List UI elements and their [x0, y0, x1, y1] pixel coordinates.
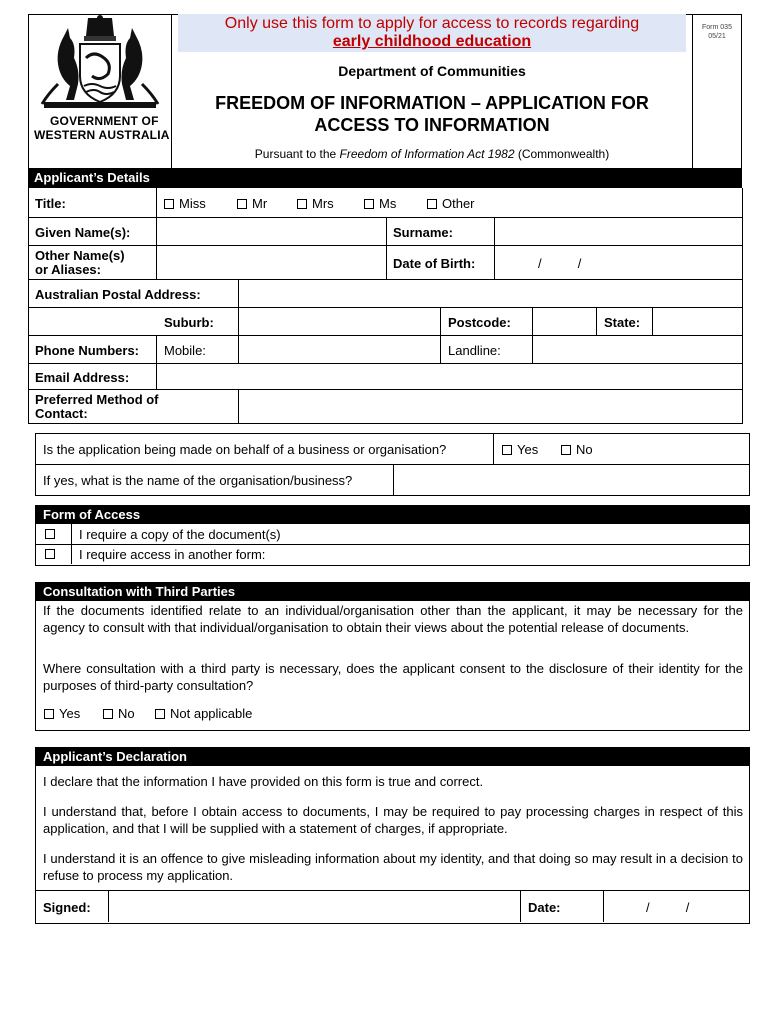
- wa-coat-of-arms-logo: [34, 14, 166, 114]
- form-of-access-table: [35, 524, 750, 566]
- landline-label: Landline:: [448, 343, 501, 358]
- declaration-paragraph3: I understand it is an offence to give misleading information about my identity, and that doing so may result in a decision to refuse to process my application.: [43, 851, 743, 883]
- title-options-cell: [157, 188, 743, 218]
- surname-field[interactable]: [495, 218, 743, 246]
- business-name-field[interactable]: [394, 465, 749, 495]
- dob-field[interactable]: [495, 246, 743, 280]
- given-names-label: Given Name(s):: [35, 225, 131, 240]
- access-option2-text-cell: [72, 545, 749, 564]
- checkbox-icon[interactable]: [45, 529, 55, 539]
- dob-label-cell: [387, 246, 495, 280]
- postal-label-cell: [29, 280, 239, 308]
- header-divider-logo: [171, 14, 172, 168]
- title-option-mrs-label: Mrs: [312, 196, 334, 211]
- form-title-line1: FREEDOM OF INFORMATION – APPLICATION FOR: [215, 93, 649, 113]
- notice-line2: early childhood education: [332, 33, 532, 50]
- consultation-paragraph2: Where consultation with a third party is necessary, does the applicant consent to the disclosure of their identity for the purposes of third-party consultation?: [43, 661, 743, 693]
- header-divider-formno: [692, 14, 693, 168]
- given-names-label-cell: [29, 218, 157, 246]
- applicant-details-table: [28, 188, 742, 424]
- preferred-contact-label-line1: Preferred Method of: [35, 392, 159, 407]
- applicant-details-header: Applicant’s Details: [28, 168, 742, 188]
- access-option2-label: I require access in another form:: [79, 547, 266, 562]
- surname-label-cell: [387, 218, 495, 246]
- business-question-cell: [36, 434, 494, 465]
- business-no-option[interactable]: [561, 443, 593, 457]
- checkbox-icon[interactable]: [44, 709, 54, 719]
- signature-field[interactable]: [109, 890, 521, 922]
- checkbox-icon[interactable]: [502, 445, 512, 455]
- business-answer-cell: [494, 434, 749, 465]
- access-option1-checkbox-cell[interactable]: [36, 524, 72, 545]
- form-number-code: Form 035: [702, 24, 732, 31]
- checkbox-icon[interactable]: [561, 445, 571, 455]
- preferred-contact-label: [35, 393, 159, 421]
- consent-not-applicable-label: Not applicable: [170, 706, 253, 721]
- business-question: Is the application being made on behalf of a business or organisation?: [43, 442, 447, 457]
- checkbox-icon[interactable]: [155, 709, 165, 719]
- form-number-date: 05/21: [708, 33, 726, 40]
- title-label-cell: [29, 188, 157, 218]
- mobile-label: Mobile:: [164, 343, 206, 358]
- landline-label-cell: [441, 336, 533, 364]
- checkbox-icon[interactable]: [297, 199, 307, 209]
- title-option-other-label: Other: [442, 196, 475, 211]
- preferred-contact-field[interactable]: [239, 390, 743, 424]
- preferred-contact-label-line2: Contact:: [35, 406, 88, 421]
- surname-label: Surname:: [393, 225, 453, 240]
- pursuant-statement: [172, 147, 692, 161]
- form-title-line2: ACCESS TO INFORMATION: [314, 115, 550, 135]
- government-label-line1: GOVERNMENT OF: [50, 114, 159, 128]
- pursuant-act: Freedom of Information Act 1982: [339, 147, 515, 161]
- declaration-paragraph2: I understand that, before I obtain access to documents, I may be required to pay processing charges in respect of this application, and that I will be supplied with a statement of charges, if appropriate.: [43, 804, 743, 836]
- business-name-question: If yes, what is the name of the organisation/business?: [43, 473, 353, 488]
- suburb-label: Suburb:: [164, 315, 214, 330]
- date-label-cell: [521, 890, 604, 922]
- other-names-label-line2: or Aliases:: [35, 262, 101, 277]
- checkbox-icon[interactable]: [364, 199, 374, 209]
- consent-no-label: No: [118, 706, 135, 721]
- state-label: State:: [604, 315, 641, 330]
- postal-address-field[interactable]: [239, 280, 743, 308]
- business-no-label: No: [576, 442, 593, 457]
- date-field[interactable]: [604, 890, 749, 922]
- email-label-cell: [29, 364, 157, 390]
- phone-numbers-label: Phone Numbers:: [35, 343, 140, 358]
- phone-label-cell: [29, 336, 157, 364]
- title-option-other[interactable]: [427, 197, 475, 211]
- access-option1-label: I require a copy of the document(s): [79, 527, 281, 542]
- business-yes-option[interactable]: [502, 443, 538, 457]
- other-names-label: [35, 249, 125, 277]
- government-label-line2: WESTERN AUSTRALIA: [34, 128, 170, 142]
- signed-label-cell: [36, 890, 109, 922]
- dob-label: Date of Birth:: [393, 256, 476, 271]
- checkbox-icon[interactable]: [45, 549, 55, 559]
- signed-label: Signed:: [43, 900, 91, 915]
- title-option-ms[interactable]: [364, 197, 396, 211]
- checkbox-icon[interactable]: [103, 709, 113, 719]
- preferred-contact-label-cell: [29, 390, 239, 424]
- consultation-box: [35, 601, 750, 731]
- header-right-edge: [741, 14, 742, 168]
- title-option-ms-label: Ms: [379, 196, 397, 211]
- other-names-label-cell: [29, 246, 157, 280]
- state-label-cell: [597, 308, 653, 336]
- department-name: Department of Communities: [338, 63, 526, 79]
- given-names-field[interactable]: [157, 218, 387, 246]
- date-label: Date:: [528, 900, 561, 915]
- checkbox-icon[interactable]: [164, 199, 174, 209]
- business-name-question-cell: [36, 465, 394, 495]
- notice-line1: Only use this form to apply for access to records regarding: [224, 15, 640, 32]
- coat-of-arms-icon: [34, 14, 166, 114]
- other-names-label-line1: Other Name(s): [35, 248, 125, 263]
- consent-not-applicable-option[interactable]: [155, 707, 252, 721]
- declaration-box: [35, 766, 750, 924]
- title-option-mr[interactable]: [237, 197, 267, 211]
- title-option-miss[interactable]: [164, 197, 206, 211]
- checkbox-icon[interactable]: [427, 199, 437, 209]
- date-placeholder: / /: [646, 900, 690, 915]
- business-table: [35, 433, 750, 496]
- suburb-field[interactable]: [239, 308, 441, 336]
- postcode-field[interactable]: [533, 308, 597, 336]
- pursuant-suffix: (Commonwealth): [514, 147, 610, 161]
- form-number: [694, 23, 740, 41]
- consent-no-option[interactable]: [103, 707, 135, 721]
- form-title: [172, 92, 692, 136]
- form-of-access-header: Form of Access: [35, 505, 750, 524]
- suburb-label-cell: [157, 308, 239, 336]
- access-option1-text-cell: [72, 524, 749, 545]
- suburb-spacer-cell: [29, 308, 157, 336]
- declaration-header: Applicant’s Declaration: [35, 747, 750, 766]
- dob-placeholder: / /: [538, 256, 582, 271]
- email-field[interactable]: [157, 364, 743, 390]
- email-address-label: Email Address:: [35, 370, 130, 385]
- consent-yes-option[interactable]: [44, 707, 80, 721]
- title-option-mr-label: Mr: [252, 196, 268, 211]
- postal-address-label: Australian Postal Address:: [35, 287, 201, 302]
- title-option-miss-label: Miss: [179, 196, 206, 211]
- consultation-header: Consultation with Third Parties: [35, 582, 750, 601]
- consultation-paragraph1: If the documents identified relate to an individual/organisation other than the applicant, it may be necessary for the agency to consult with that individual/organisation to obtain their views about the potential release of documents.: [43, 603, 743, 635]
- consent-yes-label: Yes: [59, 706, 81, 721]
- title-option-mrs[interactable]: [297, 197, 334, 211]
- early-childhood-notice: [178, 14, 686, 52]
- state-field[interactable]: [653, 308, 743, 336]
- postcode-label: Postcode:: [448, 315, 511, 330]
- pursuant-prefix: Pursuant to the: [254, 147, 340, 161]
- business-yes-label: Yes: [517, 442, 539, 457]
- declaration-paragraph1: I declare that the information I have provided on this form is true and correct.: [43, 774, 484, 789]
- mobile-field[interactable]: [239, 336, 441, 364]
- postcode-label-cell: [441, 308, 533, 336]
- mobile-label-cell: [157, 336, 239, 364]
- other-names-field[interactable]: [157, 246, 387, 280]
- title-label: Title:: [35, 196, 66, 211]
- landline-field[interactable]: [533, 336, 743, 364]
- access-option2-checkbox-cell[interactable]: [36, 545, 72, 564]
- checkbox-icon[interactable]: [237, 199, 247, 209]
